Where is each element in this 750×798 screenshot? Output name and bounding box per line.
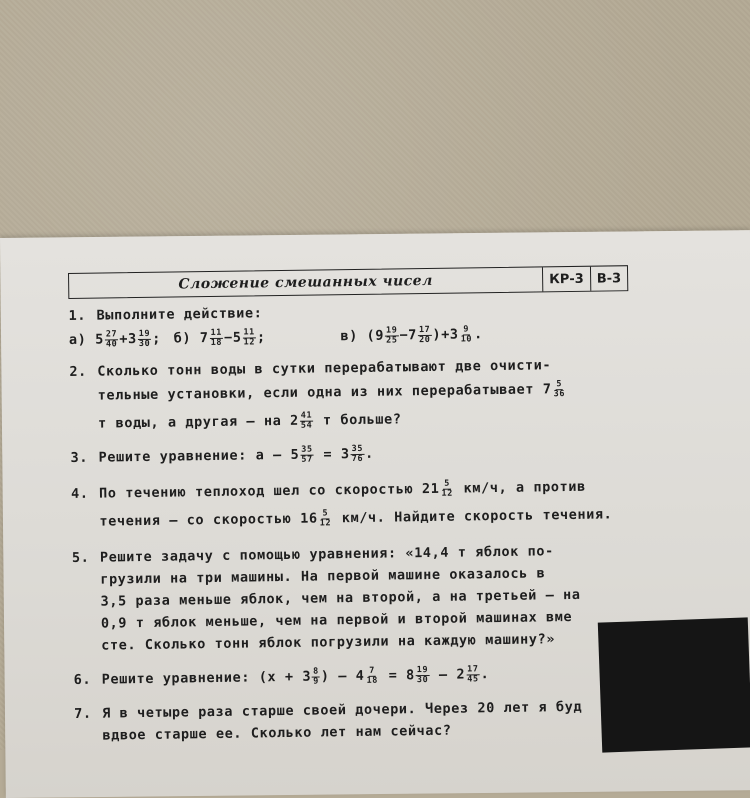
test-code: КР-3 bbox=[542, 267, 590, 292]
task-text: = 3 bbox=[323, 446, 350, 463]
fraction: $\frac{5}{36}$ bbox=[553, 378, 566, 399]
whole-number: 7 bbox=[199, 330, 209, 347]
whole-number: 5 bbox=[95, 331, 104, 348]
task-5-line5: сте. Сколько тонн яблок погрузили на каждую машину?» bbox=[101, 631, 556, 654]
task-text: Сколько тонн воды в сутки перерабатывают две очисти- bbox=[97, 357, 552, 380]
punct: ; bbox=[152, 330, 162, 347]
task-6 bbox=[74, 661, 634, 691]
fraction: $\frac{35}{57}$ bbox=[301, 444, 313, 465]
task-5-line4: 0,9 т яблок меньше, чем на первой и второй машинах вме bbox=[100, 608, 573, 632]
punct: . bbox=[480, 666, 490, 683]
task-2-line3 bbox=[70, 405, 630, 435]
task-text: течения – со скоростью 16 bbox=[99, 510, 318, 530]
task-number: 1. bbox=[68, 307, 87, 324]
fraction: $\frac{17}{45}$ bbox=[467, 663, 479, 684]
fraction: $\frac{5}{12}$ bbox=[441, 478, 454, 499]
task-text: = 8 bbox=[388, 667, 415, 684]
task-number: 2. bbox=[69, 363, 87, 380]
task-number: 6. bbox=[73, 671, 92, 688]
task-number: 5. bbox=[71, 549, 90, 566]
fraction: $\frac{9}{10}$ bbox=[460, 323, 473, 345]
task-text: км/ч, а против bbox=[463, 478, 586, 497]
task-4 bbox=[71, 475, 631, 505]
worksheet-title: Сложение смешанных чисел bbox=[178, 272, 433, 293]
item-c bbox=[340, 323, 483, 346]
task-number: 4. bbox=[70, 485, 89, 502]
task-text: Выполните действие: bbox=[96, 305, 263, 324]
expression-part: −7 bbox=[399, 327, 418, 344]
whole-number: 5 bbox=[232, 329, 242, 346]
fraction: $\frac{27}{40}$ bbox=[105, 328, 118, 349]
item-b bbox=[173, 326, 275, 348]
item-a bbox=[68, 328, 170, 349]
task-text: Решите уравнение: (x + 3 bbox=[101, 668, 312, 688]
item-label: в) bbox=[340, 327, 358, 345]
fraction: $\frac{5}{12}$ bbox=[319, 507, 332, 529]
item-label: а) bbox=[68, 331, 87, 348]
punct: . bbox=[473, 326, 483, 343]
whole-number: 3 bbox=[127, 331, 137, 348]
fraction: $\frac{19}{30}$ bbox=[138, 328, 151, 349]
fraction: $\frac{35}{76}$ bbox=[351, 443, 364, 464]
task-number: 3. bbox=[70, 449, 89, 466]
task-text: Я в четыре раза старше своей дочери. Через 20 лет я буд bbox=[102, 698, 583, 722]
fraction: $\frac{17}{20}$ bbox=[418, 324, 431, 345]
fraction: $\frac{19}{25}$ bbox=[385, 324, 398, 346]
task-text: По течению теплоход шел со скоростью 21 bbox=[98, 480, 440, 502]
task-text: т больше? bbox=[322, 411, 402, 429]
expression-part: )+3 bbox=[432, 326, 459, 343]
fraction: $\frac{41}{54}$ bbox=[300, 410, 313, 431]
fraction: $\frac{8}{9}$ bbox=[312, 666, 319, 687]
operator: + bbox=[119, 331, 129, 348]
task-text: – 2 bbox=[438, 666, 466, 683]
punct: ; bbox=[256, 329, 266, 346]
worksheet bbox=[68, 265, 635, 747]
task-5-line3: 3,5 раза меньше яблок, чем на второй, а на третьей – на bbox=[100, 586, 581, 610]
task-text: ) – 4 bbox=[320, 667, 365, 685]
item-label: б) bbox=[173, 330, 192, 347]
task-3 bbox=[70, 439, 630, 469]
expression-part: (9 bbox=[366, 327, 385, 344]
task-7-line2: вдвое старше ее. Сколько лет нам сейчас? bbox=[102, 722, 452, 744]
variant-code: В-3 bbox=[590, 266, 628, 291]
operator: − bbox=[223, 329, 233, 346]
fraction: $\frac{11}{12}$ bbox=[243, 326, 256, 348]
task-number: 7. bbox=[74, 705, 92, 722]
task-4-line2 bbox=[71, 503, 631, 533]
fraction: $\frac{19}{30}$ bbox=[416, 664, 429, 685]
task-5-line2: грузили на три машины. На первой машине оказалось в bbox=[100, 565, 546, 588]
punct: . bbox=[364, 445, 374, 462]
task-text: Решите уравнение: a – 5 bbox=[98, 446, 300, 466]
fraction: $\frac{11}{18}$ bbox=[210, 327, 223, 348]
task-text: Решите задачу с помощью уравнения: «14,4 т яблок по- bbox=[99, 543, 554, 566]
task-text: км/ч. Найдите скорость течения. bbox=[341, 506, 613, 527]
task-text: тельные установки, если одна из них перерабатывает 7 bbox=[97, 381, 552, 404]
fraction: $\frac{7}{18}$ bbox=[366, 665, 379, 686]
task-text: т воды, а другая – на 2 bbox=[97, 412, 299, 432]
